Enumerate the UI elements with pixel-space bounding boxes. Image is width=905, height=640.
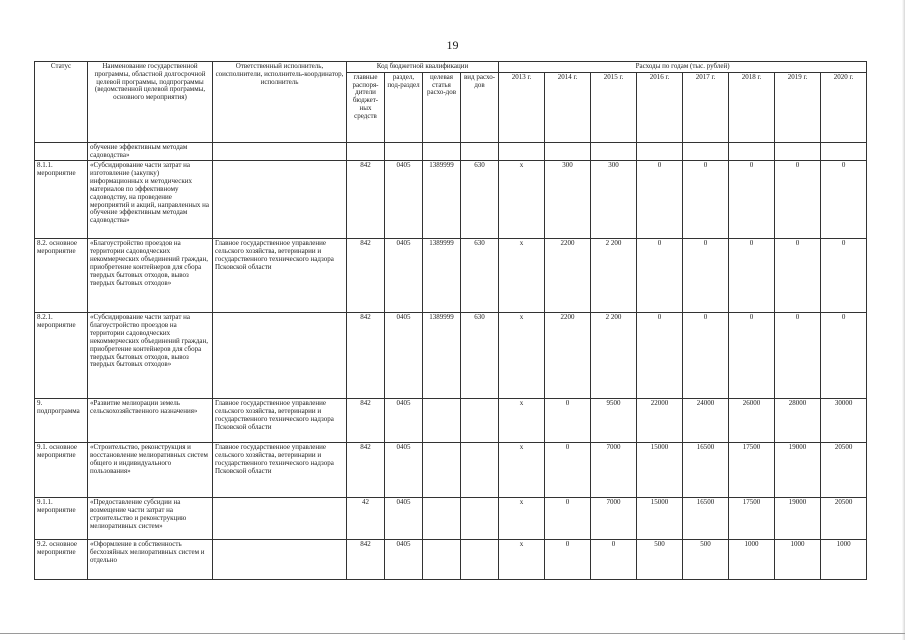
cell-grbs: 842 bbox=[347, 313, 385, 399]
cell-2015 bbox=[591, 142, 637, 161]
cell-2019: 0 bbox=[775, 313, 821, 399]
cell-2019: 0 bbox=[775, 239, 821, 313]
cell-target bbox=[423, 498, 461, 540]
cell-2018: 1000 bbox=[729, 540, 775, 580]
cell-type: 630 bbox=[461, 239, 499, 313]
cell-2020: 1000 bbox=[821, 540, 867, 580]
cell-name: «Строительство, реконструкция и восстановление мелиоративных систем общего и индивидуального пользования» bbox=[88, 443, 213, 498]
header-section: раздел, под-раздел bbox=[385, 72, 423, 142]
cell-2014: 2200 bbox=[545, 313, 591, 399]
cell-type: 630 bbox=[461, 161, 499, 239]
budget-table bbox=[34, 61, 867, 580]
cell-status bbox=[35, 142, 88, 161]
cell-grbs: 842 bbox=[347, 161, 385, 239]
header-grbs: главные распоря-дители бюджет-ных средств bbox=[347, 72, 385, 142]
cell-executor bbox=[213, 161, 347, 239]
header-type: вид расхо-дов bbox=[461, 72, 499, 142]
cell-2014: 0 bbox=[545, 540, 591, 580]
cell-name: «Развитие мелиорации земель сельскохозяйственного назначения» bbox=[88, 399, 213, 443]
header-budget-code: Код бюджетной квалификации bbox=[347, 62, 499, 73]
cell-2017: 16500 bbox=[683, 498, 729, 540]
table-row bbox=[35, 399, 867, 443]
cell-2015: 9500 bbox=[591, 399, 637, 443]
cell-2017 bbox=[683, 142, 729, 161]
cell-target bbox=[423, 399, 461, 443]
cell-executor: Главное государственное управление сельского хозяйства, ветеринарии и государственного технического надзора Псковской области bbox=[213, 443, 347, 498]
cell-grbs: 842 bbox=[347, 540, 385, 580]
header-year-2015: 2015 г. bbox=[591, 72, 637, 142]
cell-2017: 0 bbox=[683, 161, 729, 239]
cell-type bbox=[461, 142, 499, 161]
cell-2019: 28000 bbox=[775, 399, 821, 443]
cell-type bbox=[461, 498, 499, 540]
cell-section: 0405 bbox=[385, 313, 423, 399]
cell-section bbox=[385, 142, 423, 161]
cell-2014: 0 bbox=[545, 399, 591, 443]
cell-target bbox=[423, 540, 461, 580]
cell-2015: 7000 bbox=[591, 498, 637, 540]
cell-type bbox=[461, 399, 499, 443]
cell-section: 0405 bbox=[385, 498, 423, 540]
header-year-2018: 2018 г. bbox=[729, 72, 775, 142]
cell-2016 bbox=[637, 142, 683, 161]
table-row bbox=[35, 313, 867, 399]
cell-2017: 0 bbox=[683, 239, 729, 313]
cell-section: 0405 bbox=[385, 443, 423, 498]
cell-2018: 0 bbox=[729, 239, 775, 313]
cell-2019: 19000 bbox=[775, 443, 821, 498]
header-year-2016: 2016 г. bbox=[637, 72, 683, 142]
cell-2014 bbox=[545, 142, 591, 161]
cell-2016: 500 bbox=[637, 540, 683, 580]
cell-2019: 0 bbox=[775, 161, 821, 239]
cell-grbs bbox=[347, 142, 385, 161]
cell-2019: 19000 bbox=[775, 498, 821, 540]
cell-grbs: 842 bbox=[347, 399, 385, 443]
table-row bbox=[35, 498, 867, 540]
cell-name: «Субсидирование части затрат на благоустройство проездов на территории садоводческих некоммерческих объединений граждан, приобретение контейнеров для сбора твердых бытовых отходов, вывоз твердых бытовых отходов» bbox=[88, 313, 213, 399]
cell-2020: 20500 bbox=[821, 443, 867, 498]
cell-2014: 0 bbox=[545, 443, 591, 498]
header-year-2017: 2017 г. bbox=[683, 72, 729, 142]
cell-grbs: 842 bbox=[347, 239, 385, 313]
cell-2016: 15000 bbox=[637, 443, 683, 498]
table-row bbox=[35, 239, 867, 313]
cell-2013: х bbox=[499, 161, 545, 239]
page-number: 19 bbox=[446, 38, 459, 52]
cell-2015: 2 200 bbox=[591, 239, 637, 313]
cell-2015: 7000 bbox=[591, 443, 637, 498]
cell-status: 9.1.1. мероприятие bbox=[35, 498, 88, 540]
header-executor: Ответственный исполнитель, соисполнители, исполнитель-координатор, исполнитель bbox=[213, 62, 347, 143]
cell-name: «Субсидирование части затрат на изготовление (закупку) информационных и методических материалов по эффективному садоводству, на проведение мероприятий и акций, направленных на обучение эффективным методам садоводства» bbox=[88, 161, 213, 239]
cell-2016: 0 bbox=[637, 161, 683, 239]
cell-executor bbox=[213, 313, 347, 399]
cell-2014: 300 bbox=[545, 161, 591, 239]
cell-2017: 24000 bbox=[683, 399, 729, 443]
table-row bbox=[35, 142, 867, 161]
cell-section: 0405 bbox=[385, 540, 423, 580]
cell-2016: 22000 bbox=[637, 399, 683, 443]
cell-target: 1389999 bbox=[423, 161, 461, 239]
cell-target bbox=[423, 142, 461, 161]
cell-type bbox=[461, 540, 499, 580]
cell-2015: 300 bbox=[591, 161, 637, 239]
table-header-row bbox=[35, 62, 867, 73]
cell-2013: х bbox=[499, 540, 545, 580]
table-row bbox=[35, 161, 867, 239]
cell-2018: 17500 bbox=[729, 498, 775, 540]
cell-2013: х bbox=[499, 498, 545, 540]
scan-edge-bottom bbox=[0, 633, 905, 634]
cell-status: 9.1. основное мероприятие bbox=[35, 443, 88, 498]
cell-name: «Предоставление субсидии на возмещение части затрат на строительство и реконструкцию мелиоративных систем» bbox=[88, 498, 213, 540]
cell-2020: 0 bbox=[821, 239, 867, 313]
cell-2013: х bbox=[499, 313, 545, 399]
cell-status: 8.1.1. мероприятие bbox=[35, 161, 88, 239]
cell-type bbox=[461, 443, 499, 498]
cell-executor: Главное государственное управление сельского хозяйства, ветеринарии и государственного технического надзора Псковской области bbox=[213, 399, 347, 443]
cell-2018: 0 bbox=[729, 161, 775, 239]
header-target: целевая статья расхо-дов bbox=[423, 72, 461, 142]
cell-grbs: 842 bbox=[347, 443, 385, 498]
cell-2015: 0 bbox=[591, 540, 637, 580]
cell-target bbox=[423, 443, 461, 498]
cell-2020: 0 bbox=[821, 161, 867, 239]
cell-status: 9.2. основное мероприятие bbox=[35, 540, 88, 580]
header-year-2019: 2019 г. bbox=[775, 72, 821, 142]
cell-2018: 17500 bbox=[729, 443, 775, 498]
cell-section: 0405 bbox=[385, 399, 423, 443]
cell-2015: 2 200 bbox=[591, 313, 637, 399]
table-row bbox=[35, 540, 867, 580]
cell-2016: 0 bbox=[637, 313, 683, 399]
header-expenses: Расходы по годам (тыс. рублей) bbox=[499, 62, 867, 73]
cell-section: 0405 bbox=[385, 161, 423, 239]
cell-2020: 30000 bbox=[821, 399, 867, 443]
table-row bbox=[35, 443, 867, 498]
cell-2020 bbox=[821, 142, 867, 161]
cell-2013: х bbox=[499, 239, 545, 313]
cell-2013 bbox=[499, 142, 545, 161]
cell-2019 bbox=[775, 142, 821, 161]
cell-status: 9. подпрограмма bbox=[35, 399, 88, 443]
cell-status: 8.2. основное мероприятие bbox=[35, 239, 88, 313]
cell-2019: 1000 bbox=[775, 540, 821, 580]
cell-2013: х bbox=[499, 443, 545, 498]
cell-grbs: 42 bbox=[347, 498, 385, 540]
cell-type: 630 bbox=[461, 313, 499, 399]
cell-executor: Главное государственное управление сельского хозяйства, ветеринарии и государственного технического надзора Псковской области bbox=[213, 239, 347, 313]
cell-2017: 0 bbox=[683, 313, 729, 399]
cell-2020: 0 bbox=[821, 313, 867, 399]
header-year-2014: 2014 г. bbox=[545, 72, 591, 142]
cell-2018: 26000 bbox=[729, 399, 775, 443]
cell-2016: 15000 bbox=[637, 498, 683, 540]
cell-name: обучение эффективным методам садоводства» bbox=[88, 142, 213, 161]
cell-2018 bbox=[729, 142, 775, 161]
cell-name: «Благоустройство проездов на территории садоводческих некоммерческих объединений граждан, приобретение контейнеров для сбора твердых бытовых отходов, вывоз твердых бытовых отходов» bbox=[88, 239, 213, 313]
cell-status: 8.2.1. мероприятие bbox=[35, 313, 88, 399]
cell-2016: 0 bbox=[637, 239, 683, 313]
cell-2013: х bbox=[499, 399, 545, 443]
cell-section: 0405 bbox=[385, 239, 423, 313]
cell-target: 1389999 bbox=[423, 313, 461, 399]
cell-executor bbox=[213, 540, 347, 580]
cell-2018: 0 bbox=[729, 313, 775, 399]
cell-executor bbox=[213, 498, 347, 540]
cell-executor bbox=[213, 142, 347, 161]
cell-2020: 20500 bbox=[821, 498, 867, 540]
cell-target: 1389999 bbox=[423, 239, 461, 313]
cell-name: «Оформление в собственность бесхозяйных мелиоративных систем и отдельно bbox=[88, 540, 213, 580]
header-year-2013: 2013 г. bbox=[499, 72, 545, 142]
header-year-2020: 2020 г. bbox=[821, 72, 867, 142]
cell-2014: 2200 bbox=[545, 239, 591, 313]
header-name: Наименование государственной программы, областной долгосрочной целевой программы, подпрограммы (ведомственной целевой программы, основного мероприятия) bbox=[88, 62, 213, 143]
cell-2017: 500 bbox=[683, 540, 729, 580]
cell-2017: 16500 bbox=[683, 443, 729, 498]
cell-2014: 0 bbox=[545, 498, 591, 540]
header-status: Статус bbox=[35, 62, 88, 143]
